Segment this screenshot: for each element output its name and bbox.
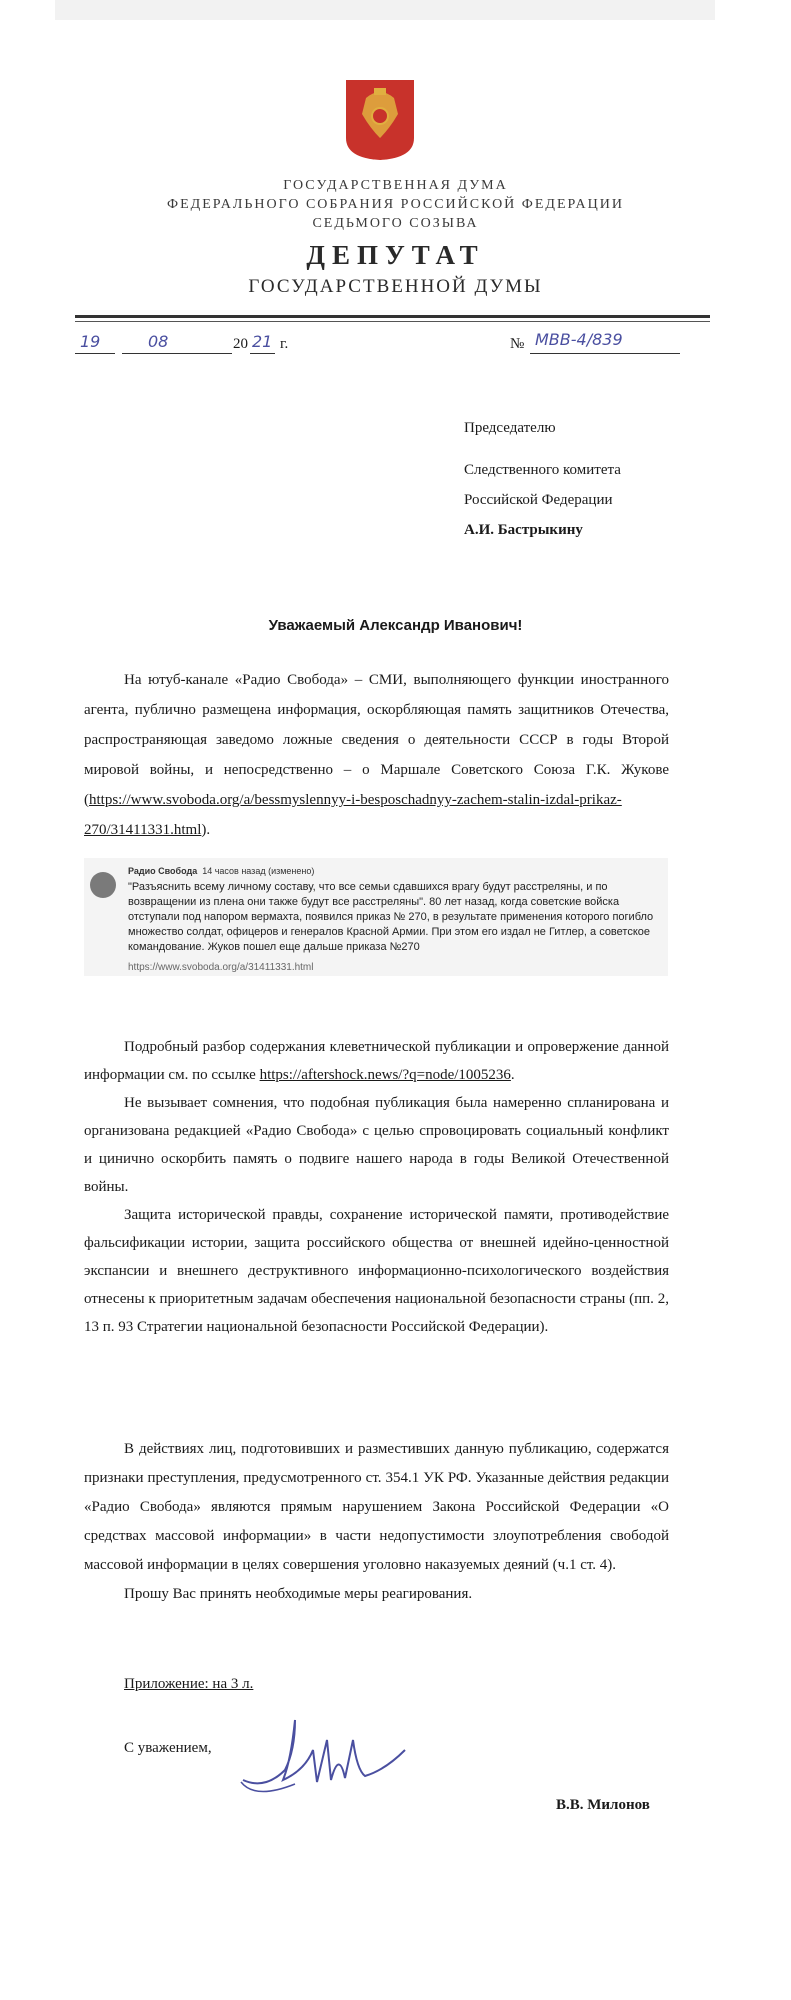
header-line-2: ФЕДЕРАЛЬНОГО СОБРАНИЯ РОССИЙСКОЙ ФЕДЕРАЦИИ xyxy=(167,197,624,212)
comment-meta xyxy=(128,866,314,876)
paragraph-1-end: ). xyxy=(201,822,211,838)
date-year-suffix: 21 xyxy=(252,332,273,351)
addressee-line-4: А.И. Бастрыкину xyxy=(464,522,583,538)
header-line-3: СЕДЬМОГО СОЗЫВА xyxy=(312,216,479,231)
signatory-name: В.В. Милонов xyxy=(556,1797,650,1813)
number-label: № xyxy=(510,336,525,352)
paragraphs-block-2 xyxy=(84,1435,669,1609)
header-line-1: ГОСУДАРСТВЕННАЯ ДУМА xyxy=(283,178,508,193)
addressee-line-2: Следственного комитета xyxy=(464,462,621,478)
paragraph-4: Защита исторической правды, сохранение исторической памяти, противодействие фальсификации истории, защита российского общества от внешней идейно-ценностной экспансии и внешнего деструктивного информационно-психологического воздействия отнесены к приоритетным задачам обеспечения национальной безопасности страны (пп. 2, 13 п. 93 Стратегии национальной безопасности Российской Федерации). xyxy=(84,1207,669,1335)
paragraph-1-text: На ютуб-канале «Радио Свобода» – СМИ, выполняющего функции иностранного агента, публично размещена информация, оскорбляющая память защитников Отечества, распространяющая заведомо ложные сведения о деятельности СССР в годы Второй мировой войны, и непосредственно – о Маршале Советского Союза Г.К. Жукове ( xyxy=(84,672,669,808)
paragraph-1 xyxy=(84,665,669,845)
paragraphs-block xyxy=(84,1033,669,1341)
comment-url: https://www.svoboda.org/a/31411331.html xyxy=(128,962,314,973)
comment-text: "Разъяснить всему личному составу, что все семьи сдавшихся врагу будут расстреляны, и по возвращении из плена они также будут все расстреляны". 80 лет назад, когда советские войска отступали под напором вермахта, появился приказ № 270, в результате применения которого погибло множество солдат, офицеров и генералов Красной Армии. При этом его издал не Гитлер, а советское командование. Жуков пошел еще дальше приказа №270 xyxy=(128,881,654,953)
number-value: МВВ-4/839 xyxy=(535,330,623,349)
comment-time: 14 часов назад (изменено) xyxy=(202,866,315,876)
header-rule xyxy=(75,315,710,318)
addressee-line-1: Председателю xyxy=(464,420,556,436)
paragraph-2-end: . xyxy=(510,1067,515,1083)
scan-edge xyxy=(55,0,715,20)
svoboda-article-link[interactable]: https://www.svoboda.org/a/bessmyslennyy-i-besposchadnyy-zachem-stalin-izdal-prikaz-270/31411331.html xyxy=(84,792,622,838)
youtube-comment-screenshot xyxy=(84,858,668,976)
attachment-note: Приложение: на 3 л. xyxy=(124,1676,254,1692)
comment-channel: Радио Свобода xyxy=(128,866,198,876)
coat-of-arms-emblem xyxy=(344,78,416,162)
date-suffix: г. xyxy=(280,336,289,352)
header-title: ДЕПУТАТ xyxy=(306,240,485,270)
paragraph-2-text: Подробный разбор содержания клеветнической публикации и опровержение данной информации см. по ссылке xyxy=(84,1039,669,1083)
header-subtitle: ГОСУДАРСТВЕННОЙ ДУМЫ xyxy=(248,276,543,297)
channel-avatar xyxy=(90,872,116,898)
date-month: 08 xyxy=(148,332,169,351)
greeting: Уважаемый Александр Иванович! xyxy=(268,617,523,634)
paragraph-5: В действиях лиц, подготовивших и разместивших данную публикацию, содержатся признаки преступления, предусмотренного ст. 354.1 УК РФ. Указанные действия редакции «Радио Свобода» являются прямым нарушением Закона Российской Федерации «О средствах массовой информации» в части недопустимости злоупотребления свободой массовой информации в целях совершения уголовно наказуемых деяний (ч.1 ст. 4). xyxy=(84,1441,669,1573)
handwritten-signature xyxy=(235,1710,425,1800)
paragraph-6: Прошу Вас принять необходимые меры реагирования. xyxy=(124,1586,473,1602)
addressee-line-3: Российской Федерации xyxy=(464,492,613,508)
date-year-prefix: 20 xyxy=(233,336,248,352)
header-rule-thin xyxy=(75,321,710,322)
paragraph-3: Не вызывает сомнения, что подобная публикация была намеренно спланирована и организована редакцией «Радио Свобода» с целью спровоцировать социальный конфликт и цинично оскорбить память о подвиге нашего народа в годы Великой Отечественной войны. xyxy=(84,1095,669,1195)
closing: С уважением, xyxy=(124,1740,212,1756)
aftershock-link[interactable]: https://aftershock.news/?q=node/1005236 xyxy=(259,1067,511,1083)
date-day: 19 xyxy=(80,332,101,351)
